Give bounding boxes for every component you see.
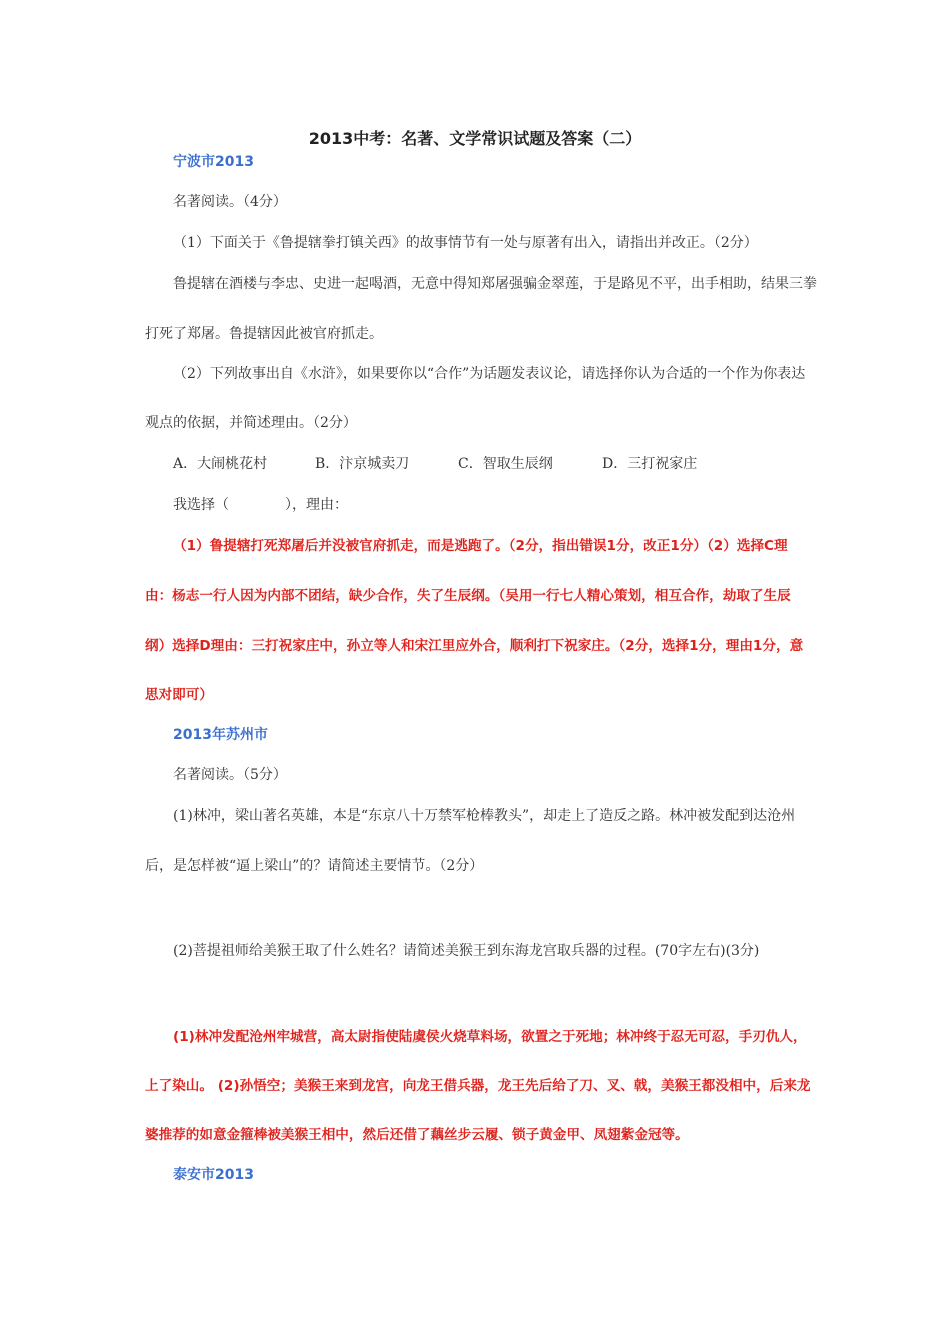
answer-text: 由：杨志一行人因为内部不团结，缺少合作，失了生辰纲。（吴用一行七人精心策划，相互合作，劫取了生辰 — [145, 588, 791, 604]
section-heading-suzhou: 2013年苏州市 — [173, 727, 268, 743]
question-text: 打死了郑屠。鲁提辖因此被官府抓走。 — [145, 326, 383, 342]
answer-text: （1）鲁提辖打死郑屠后并没被官府抓走，而是逃跑了。（2分，指出错误1分，改正1分）（2）选择C理 — [173, 538, 788, 554]
answer-text: 纲）选择D理由：三打祝家庄中，孙立等人和宋江里应外合，顺利打下祝家庄。（2分，选择1分，理由1分，意 — [145, 638, 804, 654]
answer-text: 上了染山。 (2)孙悟空；美猴王来到龙宫，向龙王借兵器，龙王先后给了刀、叉、戟，美猴王都没相中，后来龙 — [145, 1078, 811, 1094]
choose-line: 我选择（ ），理由： — [173, 497, 348, 513]
section-intro: 名著阅读。（4分） — [173, 194, 287, 210]
question-text: (1)林冲，梁山著名英雄，本是“东京八十万禁军枪棒教头”，却走上了造反之路。林冲被发配到达沧州 — [173, 808, 796, 824]
section-heading-taian: 泰安市2013 — [173, 1167, 254, 1183]
option-b: B．汴京城卖刀 — [315, 456, 410, 472]
question-text: 后，是怎样被“逼上梁山”的？请简述主要情节。（2分） — [145, 858, 484, 874]
question-text: 观点的依据，并简述理由。（2分） — [145, 415, 357, 431]
answer-text: (1)林冲发配沧州牢城营，高太尉指使陆虞侯火烧草料场，欲置之于死地；林冲终于忍无可忍，手刃仇人， — [173, 1029, 807, 1045]
question-text: （2）下列故事出自《水浒》，如果要你以“合作”为话题发表议论，请选择你认为合适的一个作为你表达 — [173, 366, 806, 382]
section-heading-ningbo: 宁波市2013 — [173, 154, 254, 170]
question-text: 鲁提辖在酒楼与李忠、史进一起喝酒，无意中得知郑屠强骗金翠莲，于是路见不平，出手相助，结果三拳 — [173, 276, 817, 292]
answer-text: 思对即可） — [145, 687, 213, 703]
question-text: （1）下面关于《鲁提辖拳打镇关西》的故事情节有一处与原著有出入，请指出并改正。（2分） — [173, 235, 758, 251]
question-text: (2)菩提祖师给美猴王取了什么姓名？请简述美猴王到东海龙宫取兵器的过程。(70字左右)(3分) — [173, 943, 760, 959]
page-title: 2013中考：名著、文学常识试题及答案（二） — [308, 129, 642, 148]
option-c: C．智取生辰纲 — [458, 456, 553, 472]
answer-text: 婆推荐的如意金箍棒被美猴王相中，然后还借了藕丝步云履、锁子黄金甲、凤翅紫金冠等。 — [145, 1127, 689, 1143]
option-a: A．大闹桃花村 — [173, 456, 268, 472]
option-d: D．三打祝家庄 — [602, 456, 698, 472]
section-intro: 名著阅读。（5分） — [173, 767, 287, 783]
